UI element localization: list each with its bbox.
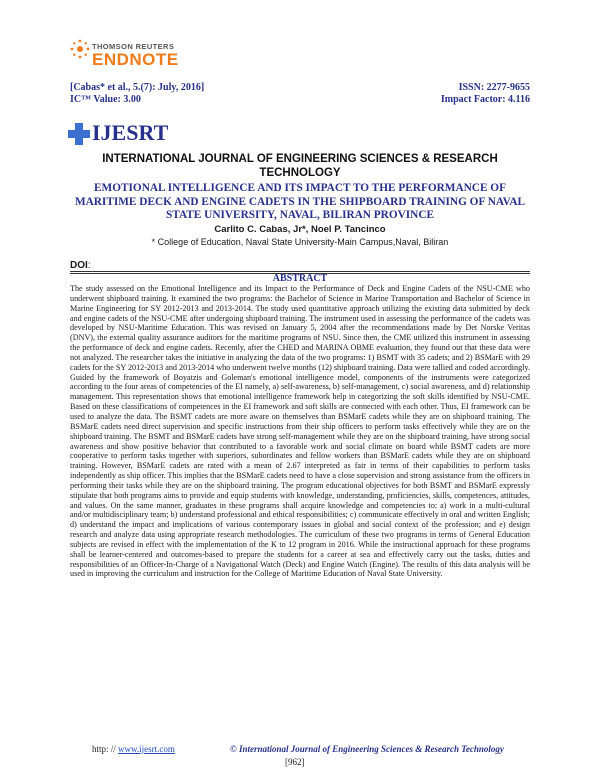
brand-top-text: THOMSON REUTERS — [92, 42, 175, 51]
endnote-logo — [70, 37, 270, 77]
endnote-emblem-icon — [70, 39, 90, 59]
citation-block — [70, 82, 204, 106]
issn: ISSN: 2277-9655 — [458, 82, 530, 93]
doi-line — [70, 260, 91, 271]
journal-abbrev: IJESRT — [92, 120, 169, 145]
impact-factor: Impact Factor: 4.116 — [440, 94, 530, 105]
ic-value: IC™ Value: 3.00 — [70, 94, 141, 105]
footer-url-prefix: http: // — [92, 744, 119, 754]
page-number: [962] — [285, 757, 305, 767]
footer-copyright: © International Journal of Engineering Sciences & Research Technology — [230, 744, 504, 754]
paper-authors: Carlito C. Cabas, Jr*, Noel P. Tancinco — [214, 224, 386, 235]
citation: [Cabas* et al., 5.(7): July, 2016] — [70, 82, 205, 93]
abstract-heading: ABSTRACT — [272, 273, 328, 284]
footer-url-link[interactable]: www.ijesrt.com — [118, 744, 175, 754]
issn-block — [441, 82, 530, 106]
paper-affiliation: * College of Education, Naval State University-Main Campus,Naval, Biliran — [151, 237, 449, 247]
journal-name: INTERNATIONAL JOURNAL OF ENGINEERING SCIENCES & RESEARCH TECHNOLOGY — [102, 153, 498, 179]
paper-title: EMOTIONAL INTELLIGENCE AND ITS IMPACT TO THE PERFORMANCE OF MARITIME DECK AND ENGINE CADETS IN THE SHIPBOARD TRAINING OF NAVAL STATE UNIVERSITY, NAVAL, BILIRAN PROVINCE — [74, 182, 526, 221]
doi-label: DOI — [70, 260, 88, 271]
abstract-body: The study assessed on the Emotional Intelligence and its Impact to the Performance of Deck and Engine Cadets of the NSU-CME who underwent shipboard training. It examined the two programs: the Bachelor of Science in Marine Transportation and Bachelor of Science in Marine Engineering for SY 2012-2013 and 2013-2014. The study used quantitative approach utilizing the existing data submitted by deck and engine cadets of the NSU-CME after undergoing shipboard training. The instrument used in assessing the performance of the cadets was developed by NSU-Maritime Education. This was revised on January 5, 2004 after the recommendations made by Det Norske Veritas (DNV), the external quality assurance auditors for the maritime programs of NSU. Since then, the CME utilized this instrument in assessing the performance of deck and engine cadets. Recently, after the CHED and MARINA OBME evaluation, they found out that these data were not analyzed. The researcher takes the initiative in analyzing the data of the two programs: 1) BSMT with 35 cadets; and 2) BSMarE with 29 cadets for the SY 2012-2013 and 2013-2014 who underwent twelve months (12) shipboard training. Data were tallied and coded accordingly. Guided by the framework of Boyatzis and Goleman's emotional intelligence model, components of the instruments were categorized according to the four areas of competencies of the EI namely, a) self-awareness, b) self-management, c) social awareness, and d) relationship management. This representation shows that emotional intelligence framework help in categorizing the soft skills identified by NSU-CME. Based on these classifications of competences in the EI framework and soft skills are connected with each other. Thus, EI framework can be used to analyze the data. The BSMT cadets are more aware on themselves than BSMarE cadets while they are on shipboard training. The BSMarE cadets need direct supervision and specific instructions from their ship officers to perform tasks effectively while they are on the shipboard training. The BSMT and BSMarE cadets have strong self-management while they are on the shipboard training, have strong social awareness and show positive behavior that contributed to a favorable work and social climate on board while BSMT cadets are more cooperative to perform tasks together with superiors, subordinates and fellow workers than BSMarE cadets while they are on shipboard training. However, BSMarE cadets are rated with a mean of 2.67 interpreted as fair in terms of their capabilities to perform tasks independently as ship officer. This implies that the BSMarE cadets need to have a close supervision and strong assistance from the officers in performing their tasks while they are on the shipboard training. The program educational objectives for both BSMT and BSMarE expressly stipulate that both programs aims to provide and equip students with knowledge, understanding, proficiencies, skills, competences, attitudes, and values. On the same manner, graduates in these programs shall acquire knowledge and competencies to: a) work in a multi-cultural and/or multidisciplinary team; b) understand professional and ethical responsibilities; c) communicate effectively in oral and written English; d) understand the impact and implications of various contemporary issues in global and social context of the profession; and e) design research and analyze data using appropriate research methodologies. The curriculum of these two programs in terms of General Education subjects are revised in effect with the implementation of the K to 12 program in 2016. While the instructional approach for these programs shall be learner-centered and outcomes-based to prepare the students for a career at sea and effectively carry out the tasks, duties and responsibilities of an Officer-In-Charge of a Navigational Watch (Deck) and Engine Watch (Engine). The results of this data analysis will be used in improving the curriculum and instruction for the College of Maritime Education of Naval State University. — [70, 284, 530, 579]
divider-top — [70, 271, 530, 272]
brand-name-text: ENDNOTE — [92, 50, 179, 69]
plus-icon — [68, 123, 90, 145]
footer-url — [92, 744, 175, 754]
doi-value: : — [87, 260, 91, 271]
